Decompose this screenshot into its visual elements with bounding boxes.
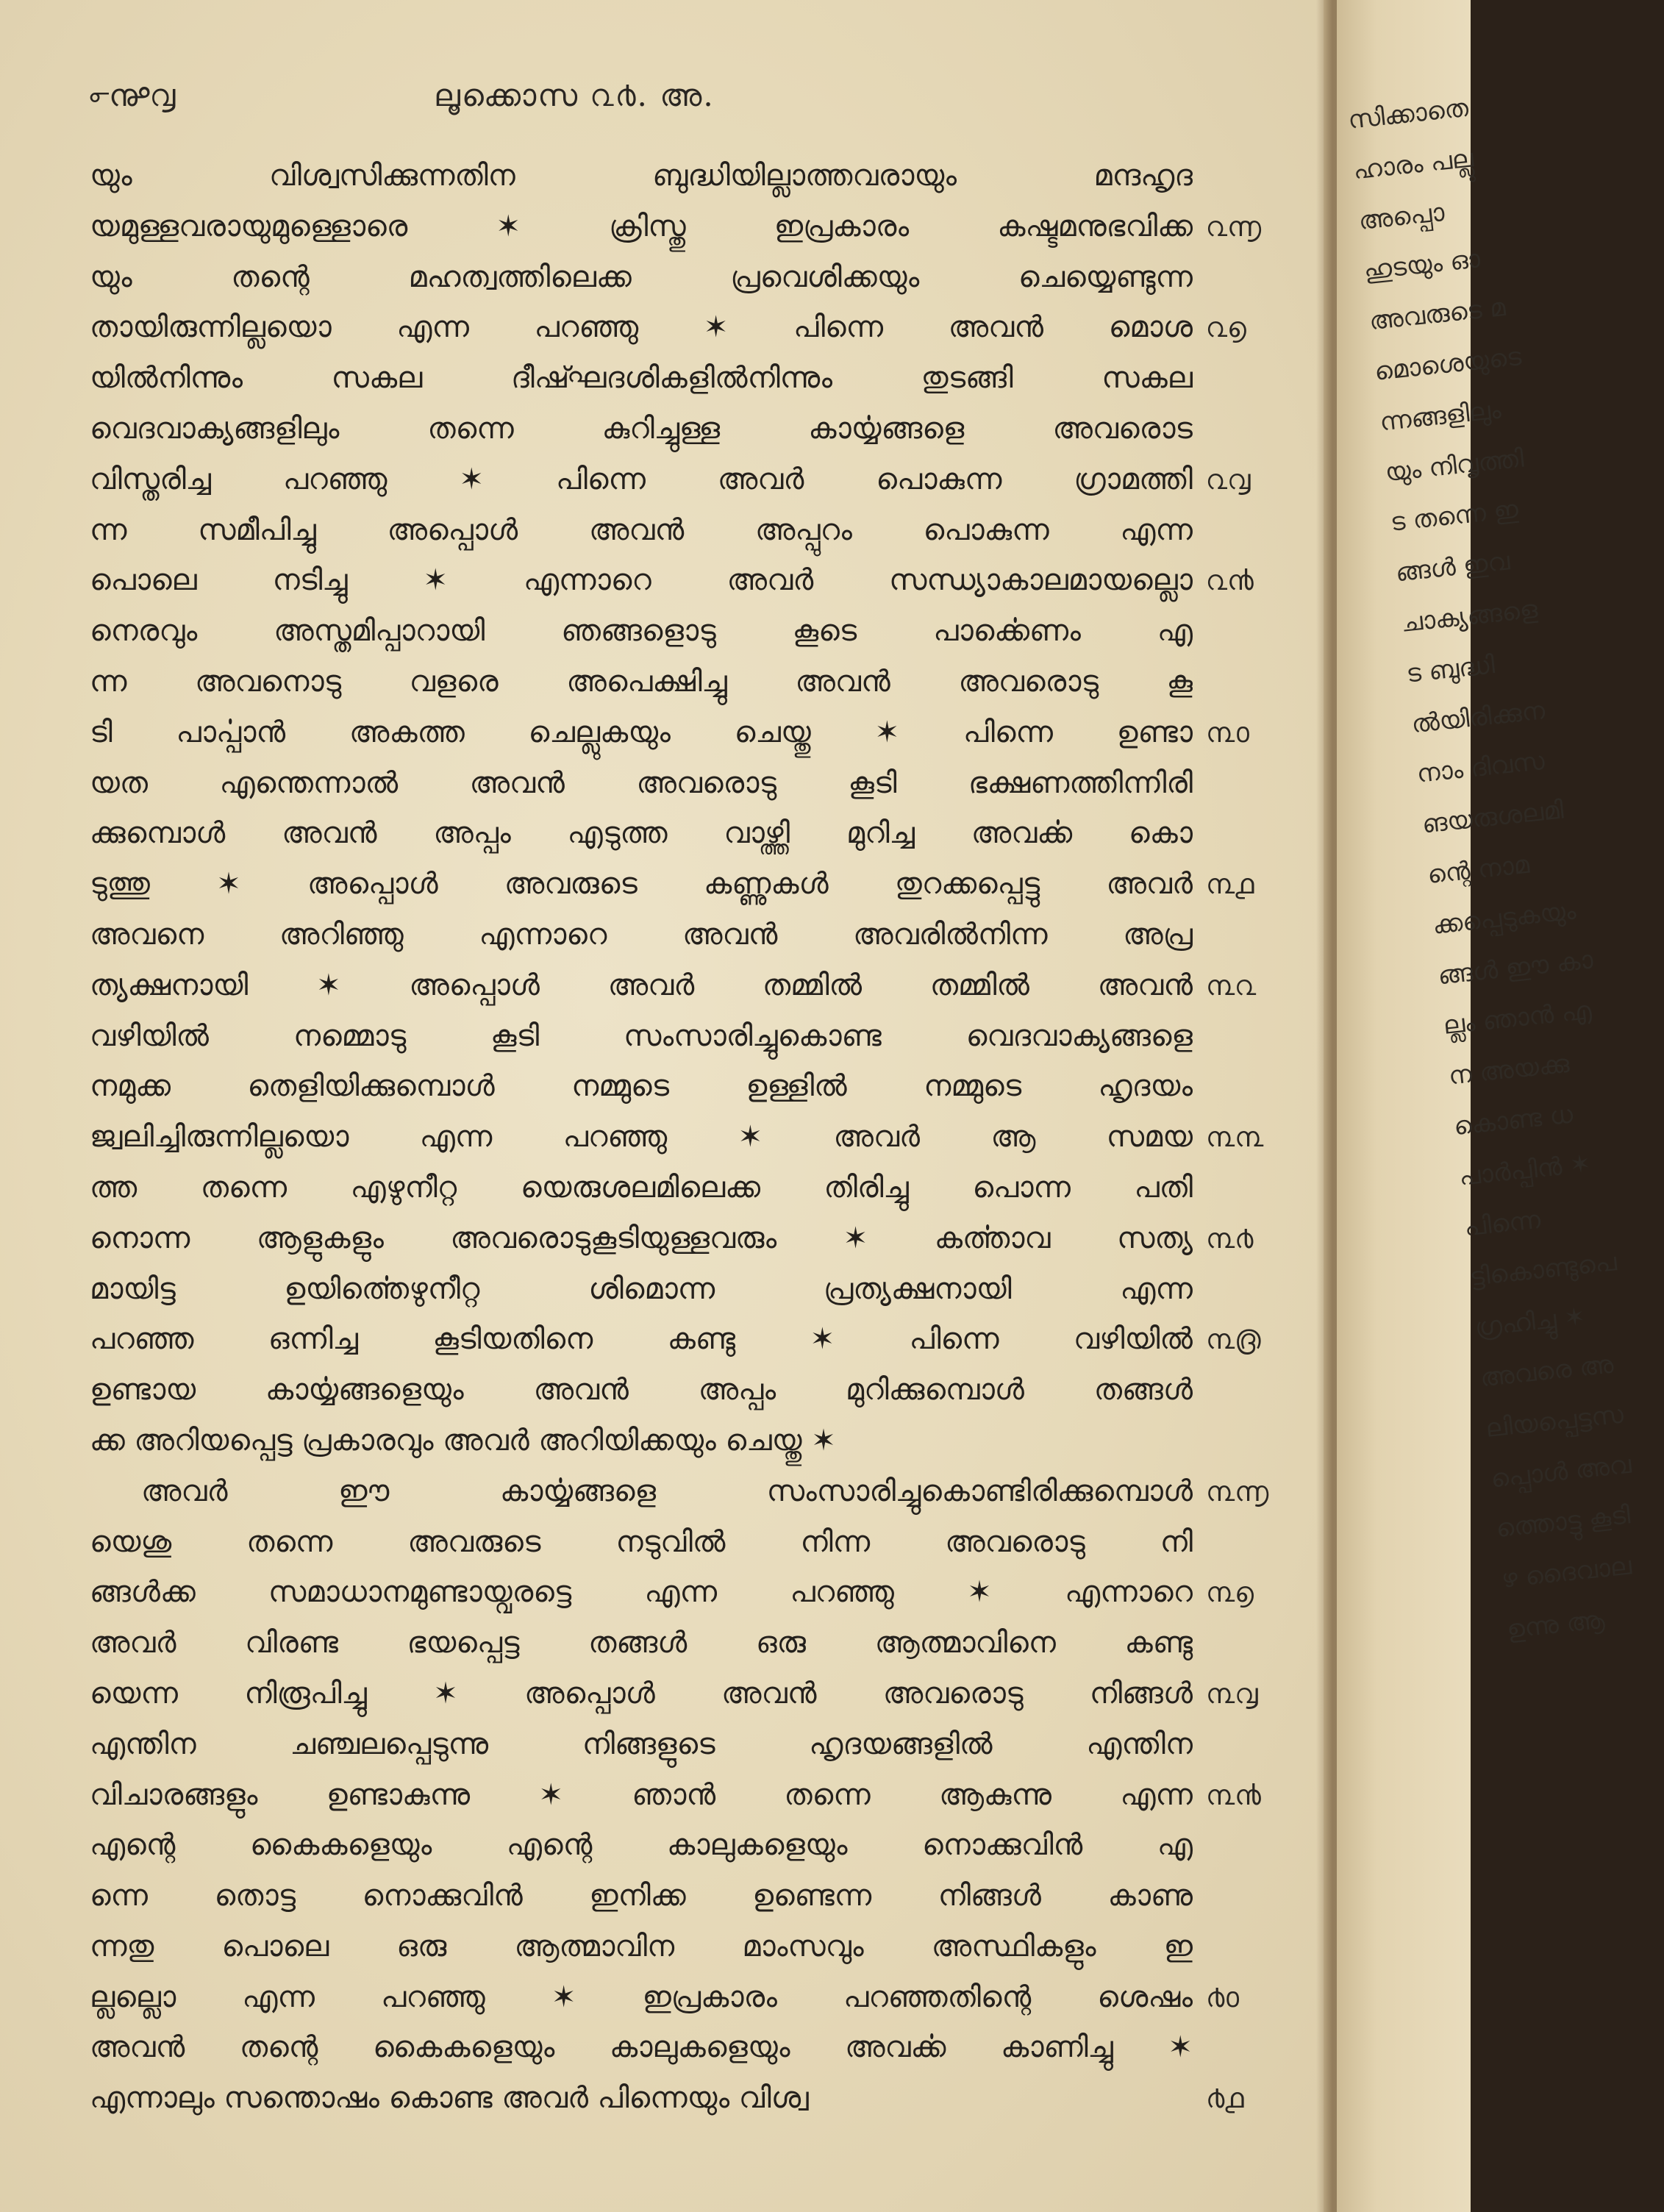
text-line: ല്ലല്ലൊ എന്ന പറഞ്ഞു ✶ ഇപ്രകാരം പറഞ്ഞതിന്റെ ശെഷം — [90, 1980, 1193, 2014]
text-line: ഉണ്ടായ കാൎയ്യങ്ങളെയും അവൻ അപ്പം മുറിക്കുമ്പൊൾ തങ്ങൾ — [90, 1373, 1193, 1408]
verse-number: ൨൬ — [1206, 210, 1262, 243]
verse-number: ൨൯ — [1206, 564, 1254, 597]
text-line: ടുത്തു ✶ അപ്പൊൾ അവരുടെ കണ്ണുകൾ തുറക്കപ്പെട്ടു അവർ — [90, 867, 1193, 902]
text-line: ക്ക അറിയപ്പെട്ട പ്രകാരവും അവർ അറിയിക്കയും ചെയ്തു ✶ — [90, 1423, 836, 1458]
verse-number: ൨൮ — [1206, 463, 1251, 496]
text-line: യെന്ന നിരൂപിച്ചു ✶ അപ്പൊൾ അവൻ അവരൊടു നിങ്ങൾ — [90, 1676, 1193, 1710]
facing-page-fragment: ൽയിരിക്കുന — [1410, 695, 1546, 739]
facing-page-fragment: ന്റെ നാമ — [1426, 849, 1531, 891]
text-line: യിൽനിന്നും സകല ദീഷ്ഘദശികളിൽനിന്നും തുടങ്ങി സകല — [90, 361, 1193, 396]
verse-number: ൨൭ — [1206, 311, 1246, 344]
text-line: ജ്വലിച്ചിരുന്നില്ലയൊ എന്ന പറഞ്ഞു ✶ അവർ ആ സമയ — [90, 1120, 1193, 1155]
text-line: വിസ്തരിച്ച പറഞ്ഞു ✶ പിന്നെ അവർ പൊകുന്ന ഗ്രാമത്തി — [90, 462, 1193, 496]
text-line: ന്നെ തൊട്ട നൊക്കുവിൻ ഇനിക്ക ഉണ്ടെന്ന നിങ്ങൾ കാണു — [90, 1879, 1193, 1913]
facing-page-fragment: ചാക്യങ്ങളെ — [1399, 594, 1540, 638]
facing-page-fragment: യും നിവൃത്തി — [1383, 443, 1526, 488]
text-line: വെദവാക്യങ്ങളിലും തന്നെ കുറിച്ചുള്ള കാൎയ്യങ്ങളെ അവരൊട — [90, 411, 1193, 446]
text-line: മായിട്ട ഉയിൎത്തെഴുനീറ്റ ശിമൊന്ന പ്രത്യക്ഷനായി എന്ന — [90, 1271, 1193, 1306]
facing-page-fragment: പിന്നെ — [1463, 1205, 1542, 1242]
text-line: എന്റെ കൈകളെയും എന്റെ കാലുകളെയും നൊക്കുവിൻ എ — [90, 1828, 1193, 1863]
facing-page-fragment: ങ്ങൾ ഈ കാ — [1436, 944, 1595, 991]
facing-page-fragment: പ്പൊൾ അവ — [1489, 1449, 1633, 1494]
text-line: നൊന്ന ആളുകളും അവരൊടുകൂടിയുള്ളവരും ✶ കൎത്താവ സത്യ — [90, 1221, 1193, 1255]
body-text — [90, 151, 1193, 2124]
facing-page-fragment: അപ്പൊ — [1357, 197, 1446, 236]
facing-page-edge — [1337, 0, 1633, 2212]
facing-page-fragment: ഹാരം പല്ലു — [1351, 143, 1475, 186]
page-number: ൳൲൮ — [88, 77, 176, 113]
text-line: വഴിയിൽ നമ്മൊടു കൂടി സംസാരിച്ചുകൊണ്ട വെദവാക്യങ്ങളെ — [90, 1018, 1193, 1053]
facing-page-fragment: ന്നങ്ങളിലും — [1378, 395, 1503, 438]
verse-number: ൩൨ — [1206, 968, 1257, 1002]
text-line: യത എന്തെന്നാൽ അവൻ അവരൊടു കൂടി ഭക്ഷണത്തിന്നിരി — [90, 766, 1193, 800]
verse-number: ൩൬ — [1206, 1474, 1269, 1508]
text-line: തായിരുന്നില്ലയൊ എന്ന പറഞ്ഞു ✶ പിന്നെ അവൻ മൊശ — [90, 310, 1193, 345]
facing-page-fragment: ങയരുശലമി — [1421, 795, 1565, 840]
text-line: ക്കുമ്പൊൾ അവൻ അപ്പം എടുത്ത വാഴ്ത്തി മുറിച്ച അവൎക്ക കൊ — [90, 816, 1193, 851]
verse-number: ൩൩ — [1206, 1121, 1264, 1154]
verse-number: ൩൦ — [1206, 716, 1249, 749]
verse-number: ൩൯ — [1206, 1778, 1261, 1811]
text-line: എന്നാലും സന്തൊഷം കൊണ്ട അവർ പിന്നെയും വിശ്വ — [90, 2081, 809, 2116]
page-header — [0, 70, 1324, 121]
verse-number: ൩൮ — [1206, 1677, 1258, 1710]
facing-page-fragment: നാം ദിവസ — [1415, 746, 1546, 790]
facing-page-fragment: ഴ ദൈവാല — [1500, 1551, 1633, 1594]
text-line: നമുക്ക തെളിയിക്കുമ്പൊൾ നമ്മുടെ ഉള്ളിൽ നമ്മുടെ ഹൃദയം — [90, 1069, 1193, 1104]
text-line: ടി പാൎപ്പാൻ അകത്ത ചെല്ലുകയും ചെയ്തു ✶ പിന്നെ ഉണ്ടാ — [90, 715, 1193, 749]
running-title: ലൂക്കൊസ ൨൪. അ. — [434, 77, 715, 113]
text-line: ന്ന സമീപിച്ചു അപ്പൊൾ അവൻ അപ്പുറം പൊകുന്ന എന്ന — [90, 513, 1193, 547]
verse-number: ൪൧ — [1206, 2082, 1244, 2115]
facing-page-fragment: ട ബുദ്ധി — [1404, 649, 1496, 689]
facing-page-fragment: ക്കപ്പെടുകയും — [1431, 896, 1578, 941]
facing-page-text — [1346, 82, 1634, 1655]
text-line: യും വിശ്വസിക്കുന്നതിന ബുദ്ധിയില്ലാത്തവരായും മന്ദഹൃദ — [90, 159, 1193, 193]
verse-number: ൩൪ — [1206, 1221, 1254, 1255]
text-line: അവനെ അറിഞ്ഞു എന്നാറെ അവൻ അവരിൽനിന്ന അപ്ര — [90, 917, 1193, 952]
text-line: വിചാരങ്ങളും ഉണ്ടാകുന്നു ✶ ഞാൻ തന്നെ ആകുന്നു എന്ന — [90, 1777, 1193, 1812]
verse-number: ൩൫ — [1206, 1323, 1261, 1356]
text-line: യെശു തന്നെ അവരുടെ നടുവിൽ നിന്ന അവരൊടു നി — [90, 1524, 1193, 1559]
text-line: യും തന്റെ മഹത്വത്തിലെക്ക പ്രവെശിക്കയും ചെയ്യെണ്ടുന്ന — [90, 260, 1193, 294]
facing-page-fragment: പാർപ്പിൻ ✶ — [1457, 1148, 1593, 1192]
facing-page-fragment: ട തന്നെ ഇ — [1388, 495, 1520, 538]
facing-page-fragment: ല്ലം ഞാൻ എ — [1441, 996, 1593, 1041]
facing-page-fragment: കൊണ്ട ധ — [1452, 1099, 1574, 1142]
verse-number: ൩൧ — [1206, 868, 1254, 901]
facing-page-fragment: ന അയക്കു — [1447, 1049, 1571, 1091]
facing-page-fragment: സിക്കാതെ — [1346, 93, 1470, 135]
facing-page-fragment: ഉന്നു ആ — [1505, 1605, 1606, 1645]
facing-page-fragment: ലിയപ്പെട്ടസ — [1484, 1399, 1625, 1444]
text-line: ന്ന അവനൊടു വളരെ അപെക്ഷിച്ചു അവൻ അവരൊടു കൂ — [90, 664, 1193, 699]
facing-page-fragment: ത്തൊട്ടു കൂടി — [1494, 1500, 1632, 1544]
text-line: പറഞ്ഞ ഒന്നിച്ച കൂടിയതിനെ കണ്ടു ✶ പിന്നെ വഴിയിൽ — [90, 1322, 1193, 1357]
facing-page-fragment: അവരുടെ മ — [1368, 293, 1507, 337]
facing-page-fragment: ഹുടയും ഓ — [1363, 244, 1482, 286]
text-line: നെരവും അസ്തമിപ്പാറായി ഞങ്ങളൊടു കൂടെ പാൎക്കെണം എ — [90, 614, 1193, 649]
facing-page-fragment: ട്ടികൊണ്ടുപെ — [1468, 1247, 1618, 1293]
verse-number: ൩൭ — [1206, 1576, 1254, 1609]
facing-page-fragment: ഗ്രഹിച്ചു ✶ — [1474, 1302, 1587, 1343]
text-line: ത്ത തന്നെ എഴുനീറ്റ യെരുശലമിലെക്ക തിരിച്ചു പൊന്ന പതി — [90, 1170, 1193, 1205]
text-line: യമുള്ളവരായുമുള്ളൊരെ ✶ ക്രിസ്തു ഇപ്രകാരം കഷ്ടമനുഭവിക്ക — [90, 209, 1193, 243]
text-line: എന്തിന ചഞ്ചലപ്പെടുന്നു നിങ്ങളുടെ ഹൃദയങ്ങളിൽ എന്തിന — [90, 1727, 1193, 1761]
facing-page-fragment: അവരെ അ — [1479, 1349, 1615, 1394]
facing-page-fragment: മൊശെയുടെ — [1373, 342, 1523, 387]
text-line: ത്യക്ഷനായി ✶ അപ്പൊൾ അവർ തമ്മിൽ തമ്മിൽ അവൻ — [90, 968, 1193, 1002]
facing-page-fragment: ങ്ങൾ ഇവ — [1394, 546, 1512, 588]
text-line: ങ്ങൾക്ക സമാധാനമുണ്ടായ്വരട്ടെ എന്ന പറഞ്ഞു ✶ എന്നാറെ — [90, 1575, 1193, 1610]
text-line: അവർ ഈ കാൎയ്യങ്ങളെ സംസാരിച്ചുകൊണ്ടിരിക്കുമ്പൊൾ — [141, 1474, 1193, 1508]
text-line: അവർ വിരണ്ട ഭയപ്പെട്ട തങ്ങൾ ഒരു ആത്മാവിനെ കണ്ടു — [90, 1626, 1193, 1660]
verse-number: ൪൦ — [1206, 1980, 1240, 2013]
text-line: ന്നതു പൊലെ ഒരു ആത്മാവിന മാംസവും അസ്ഥികളും ഇ — [90, 1929, 1193, 1963]
text-line: അവൻ തന്റെ കൈകളെയും കാലുകളെയും അവൎക്ക കാണിച്ചു ✶ — [90, 2030, 1193, 2065]
text-line: പൊലെ നടിച്ചു ✶ എന്നാറെ അവർ സന്ധ്യാകാലമായല്ലൊ — [90, 563, 1193, 598]
